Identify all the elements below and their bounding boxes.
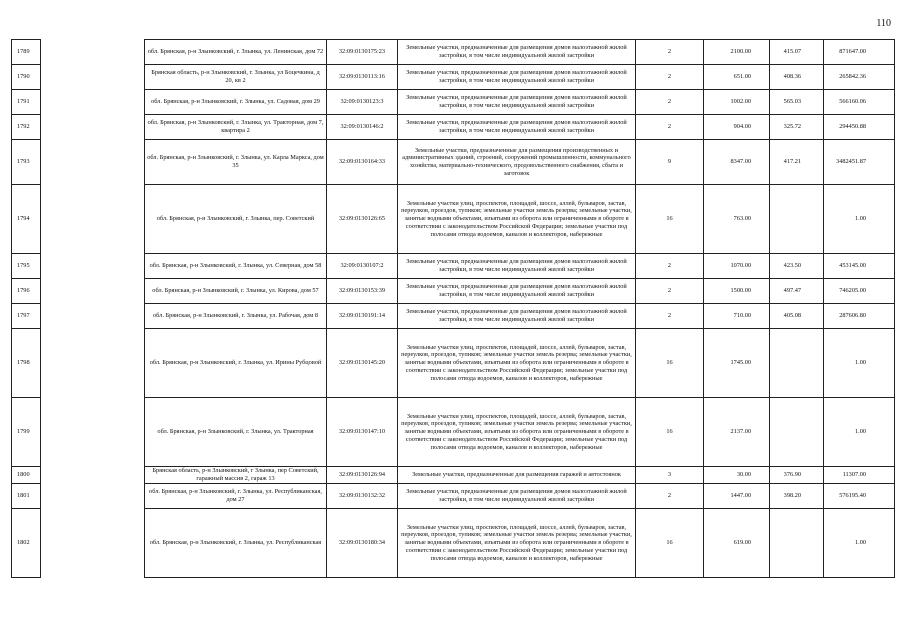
cell-unit-price: 565.03 — [770, 90, 824, 115]
cell-cadastral-value: 1.00 — [824, 185, 895, 254]
cell-number: 1802 — [12, 509, 41, 578]
cell-permitted-use: Земельные участки, предназначенные для размещения домов малоэтажной жилой застройки, в том числе индивидуальной жилой застройки — [398, 279, 636, 304]
cell-permitted-use: Земельные участки, предназначенные для размещения домов малоэтажной жилой застройки, в том числе индивидуальной жилой застройки — [398, 90, 636, 115]
cell-unit-price: 417.21 — [770, 140, 824, 185]
cell-number: 1801 — [12, 484, 41, 509]
cell-permitted-use: Земельные участки, предназначенные для размещения гаражей и автостоянок — [398, 467, 636, 484]
cell-cadastral-value: 265842.36 — [824, 65, 895, 90]
cell-permitted-use: Земельные участки, предназначенные для размещения домов малоэтажной жилой застройки, в том числе индивидуальной жилой застройки — [398, 65, 636, 90]
cell-cadastral-value: 1.00 — [824, 398, 895, 467]
cell-unit-price: 423.50 — [770, 254, 824, 279]
cell-spacer — [41, 65, 145, 90]
cell-number: 1790 — [12, 65, 41, 90]
cell-unit-price: 398.20 — [770, 484, 824, 509]
cell-number: 1799 — [12, 398, 41, 467]
cell-unit-price: 376.90 — [770, 467, 824, 484]
cell-address: обл. Брянская, р-н Злынковский, г. Злынка, ул. Кирова, дом 57 — [145, 279, 327, 304]
cell-use-group: 2 — [636, 65, 704, 90]
cell-number: 1794 — [12, 185, 41, 254]
cell-cadastral-number: 32:09:0130191:14 — [327, 304, 398, 329]
cell-cadastral-number: 32:09:0130164:33 — [327, 140, 398, 185]
cell-cadastral-value: 453145.00 — [824, 254, 895, 279]
cell-unit-price: 325.72 — [770, 115, 824, 140]
cell-area: 1002.00 — [704, 90, 770, 115]
cell-use-group: 2 — [636, 40, 704, 65]
cell-cadastral-number: 32:09:0130132:32 — [327, 484, 398, 509]
cell-cadastral-number: 32:09:0130123:3 — [327, 90, 398, 115]
cell-area: 2137.00 — [704, 398, 770, 467]
cell-cadastral-number: 32:09:0130126:65 — [327, 185, 398, 254]
cell-spacer — [41, 140, 145, 185]
cell-address: Брянская область, р-н Злынковский, г Злынка, пер Советский, гаражный массив 2, гараж 13 — [145, 467, 327, 484]
cell-use-group: 2 — [636, 254, 704, 279]
cell-permitted-use: Земельные участки, предназначенные для размещения домов малоэтажной жилой застройки, в том числе индивидуальной жилой застройки — [398, 484, 636, 509]
cell-spacer — [41, 398, 145, 467]
cell-spacer — [41, 254, 145, 279]
cell-use-group: 2 — [636, 279, 704, 304]
table-body — [12, 40, 895, 578]
cell-address: обл. Брянская, р-н Злынковский, г. Злынка, ул. Северная, дом 58 — [145, 254, 327, 279]
cell-address: обл. Брянская, р-н Злынковский, г. Злынка, пер. Советский — [145, 185, 327, 254]
cell-address: обл. Брянская, р-н Злынковский, г. Злынка, ул. Тракторная, дом 7, квартира 2 — [145, 115, 327, 140]
cell-number: 1798 — [12, 329, 41, 398]
cell-cadastral-number: 32:09:0130113:16 — [327, 65, 398, 90]
cell-use-group: 2 — [636, 484, 704, 509]
table-row — [12, 254, 895, 279]
cell-cadastral-value: 294450.88 — [824, 115, 895, 140]
cell-cadastral-number: 32:09:0130147:10 — [327, 398, 398, 467]
cell-area: 8347.00 — [704, 140, 770, 185]
cell-permitted-use: Земельные участки, предназначенные для размещения домов малоэтажной жилой застройки, в том числе индивидуальной жилой застройки — [398, 304, 636, 329]
cell-cadastral-value: 1.00 — [824, 329, 895, 398]
cell-spacer — [41, 304, 145, 329]
cell-cadastral-number: 32:09:0130175:23 — [327, 40, 398, 65]
cell-area: 619.00 — [704, 509, 770, 578]
cell-area: 1745.00 — [704, 329, 770, 398]
cell-number: 1791 — [12, 90, 41, 115]
cell-unit-price — [770, 185, 824, 254]
cell-permitted-use: Земельные участки улиц, проспектов, площадей, шоссе, аллей, бульваров, застав, переулков, проездов, тупиков; земельные участки земель резерва; земельные участки, занятые водными объектами, изъятыми из оборота или ограниченными в обороте в соответствии с законодательством Российской Федерации; земельные участки под полосами отвода водоемов, каналов и коллекторов, набережные — [398, 509, 636, 578]
table-row — [12, 484, 895, 509]
table-row — [12, 90, 895, 115]
cell-use-group: 9 — [636, 140, 704, 185]
cell-address: обл. Брянская, р-н Злынковский, г. Злынка, ул. Ирины Рубцовой — [145, 329, 327, 398]
cell-cadastral-number: 32:09:0130145:20 — [327, 329, 398, 398]
cell-number: 1789 — [12, 40, 41, 65]
table-row — [12, 398, 895, 467]
cell-use-group: 16 — [636, 329, 704, 398]
cell-area: 1500.00 — [704, 279, 770, 304]
cell-area: 710.00 — [704, 304, 770, 329]
cell-number: 1795 — [12, 254, 41, 279]
cell-area: 651.00 — [704, 65, 770, 90]
cell-use-group: 2 — [636, 115, 704, 140]
cell-cadastral-number: 32:09:0130153:39 — [327, 279, 398, 304]
cell-use-group: 2 — [636, 304, 704, 329]
cell-cadastral-value: 1.00 — [824, 509, 895, 578]
table-row — [12, 509, 895, 578]
cell-cadastral-value: 871647.00 — [824, 40, 895, 65]
cell-address: Брянская область, р-н Злынковский, г. Злынка, ул Боцечкина, д 20, кв 2 — [145, 65, 327, 90]
cell-use-group: 2 — [636, 90, 704, 115]
cell-number: 1797 — [12, 304, 41, 329]
table-row — [12, 467, 895, 484]
cell-cadastral-value: 3482451.87 — [824, 140, 895, 185]
cell-spacer — [41, 185, 145, 254]
cell-address: обл. Брянская, р-н Злынковский, г. Злынка, ул. Ленинская, дом 72 — [145, 40, 327, 65]
cell-number: 1792 — [12, 115, 41, 140]
cell-cadastral-value: 11307.00 — [824, 467, 895, 484]
cell-permitted-use: Земельные участки, предназначенные для размещения домов малоэтажной жилой застройки, в том числе индивидуальной жилой застройки — [398, 254, 636, 279]
cell-number: 1796 — [12, 279, 41, 304]
cell-unit-price: 405.08 — [770, 304, 824, 329]
table-row — [12, 140, 895, 185]
cell-cadastral-value: 566160.06 — [824, 90, 895, 115]
cell-address: обл. Брянская, р-н Злынковский, г. Злынка, ул. Карла Маркса, дом 35 — [145, 140, 327, 185]
cell-address: обл. Брянская, р-н Злынковский, г. Злынка, ул. Республиканская — [145, 509, 327, 578]
cell-cadastral-value: 746205.00 — [824, 279, 895, 304]
page-number: 110 — [876, 18, 891, 29]
cell-permitted-use: Земельные участки, предназначенные для размещения домов малоэтажной жилой застройки, в том числе индивидуальной жилой застройки — [398, 40, 636, 65]
cell-permitted-use: Земельные участки, предназначенные для размещения производственных и административных зданий, строений, сооружений промышленности, коммунального хозяйства, материально-технического, продовольственного снабжения, сбыта и заготовок — [398, 140, 636, 185]
cell-spacer — [41, 467, 145, 484]
table-row — [12, 65, 895, 90]
cell-use-group: 3 — [636, 467, 704, 484]
table-row — [12, 185, 895, 254]
cell-area: 1070.00 — [704, 254, 770, 279]
cell-cadastral-number: 32:09:0130180:34 — [327, 509, 398, 578]
cell-spacer — [41, 509, 145, 578]
cell-use-group: 16 — [636, 509, 704, 578]
cell-number: 1793 — [12, 140, 41, 185]
cell-address: обл. Брянская, р-н Злынковский, г. Злынка, ул. Республиканская, дом 27 — [145, 484, 327, 509]
cell-permitted-use: Земельные участки улиц, проспектов, площадей, шоссе, аллей, бульваров, застав, переулков, проездов, тупиков; земельные участки земель резерва; земельные участки, занятые водными объектами, изъятыми из оборота или ограниченными в обороте в соответствии с законодательством Российской Федерации; земельные участки под полосами отвода водоемов, каналов и коллекторов, набережные — [398, 329, 636, 398]
cell-area: 2100.00 — [704, 40, 770, 65]
table-row — [12, 115, 895, 140]
table-row — [12, 304, 895, 329]
cell-cadastral-number: 32:09:0130126:94 — [327, 467, 398, 484]
cell-area: 30.00 — [704, 467, 770, 484]
cell-address: обл. Брянская, р-н Злынковский, г. Злынка, ул. Тракторная — [145, 398, 327, 467]
cell-spacer — [41, 90, 145, 115]
cell-area: 763.00 — [704, 185, 770, 254]
cell-cadastral-number: 32:09:0130146:2 — [327, 115, 398, 140]
cell-unit-price: 408.36 — [770, 65, 824, 90]
cell-permitted-use: Земельные участки, предназначенные для размещения домов малоэтажной жилой застройки, в том числе индивидуальной жилой застройки — [398, 115, 636, 140]
table-row — [12, 329, 895, 398]
cell-cadastral-number: 32:09:0130107:2 — [327, 254, 398, 279]
cell-spacer — [41, 329, 145, 398]
cell-number: 1800 — [12, 467, 41, 484]
cell-use-group: 16 — [636, 398, 704, 467]
cell-unit-price: 497.47 — [770, 279, 824, 304]
cell-use-group: 16 — [636, 185, 704, 254]
cell-address: обл. Брянская, р-н Злынковский, г. Злынка, ул. Рабочая, дом 8 — [145, 304, 327, 329]
table-row — [12, 40, 895, 65]
cell-unit-price: 415.07 — [770, 40, 824, 65]
cell-unit-price — [770, 398, 824, 467]
cell-area: 1447.00 — [704, 484, 770, 509]
cell-spacer — [41, 40, 145, 65]
cell-permitted-use: Земельные участки улиц, проспектов, площадей, шоссе, аллей, бульваров, застав, переулков, проездов, тупиков; земельные участки земель резерва; земельные участки, занятые водными объектами, изъятыми из оборота или ограниченными в обороте в соответствии с законодательством Российской Федерации; земельные участки под полосами отвода водоемов, каналов и коллекторов, набережные — [398, 398, 636, 467]
cell-unit-price — [770, 329, 824, 398]
cell-spacer — [41, 484, 145, 509]
cell-unit-price — [770, 509, 824, 578]
cell-spacer — [41, 115, 145, 140]
cell-spacer — [41, 279, 145, 304]
cell-permitted-use: Земельные участки улиц, проспектов, площадей, шоссе, аллей, бульваров, застав, переулков, проездов, тупиков; земельные участки земель резерва; земельные участки, занятые водными объектами, изъятыми из оборота или ограниченными в обороте в соответствии с законодательством Российской Федерации; земельные участки под полосами отвода водоемов, каналов и коллекторов, набережные — [398, 185, 636, 254]
cell-cadastral-value: 287606.80 — [824, 304, 895, 329]
land-registry-table — [11, 39, 895, 578]
cell-area: 904.00 — [704, 115, 770, 140]
cell-cadastral-value: 576195.40 — [824, 484, 895, 509]
cell-address: обл. Брянская, р-н Злынковский, г. Злынка, ул. Садовая, дом 29 — [145, 90, 327, 115]
table-row — [12, 279, 895, 304]
